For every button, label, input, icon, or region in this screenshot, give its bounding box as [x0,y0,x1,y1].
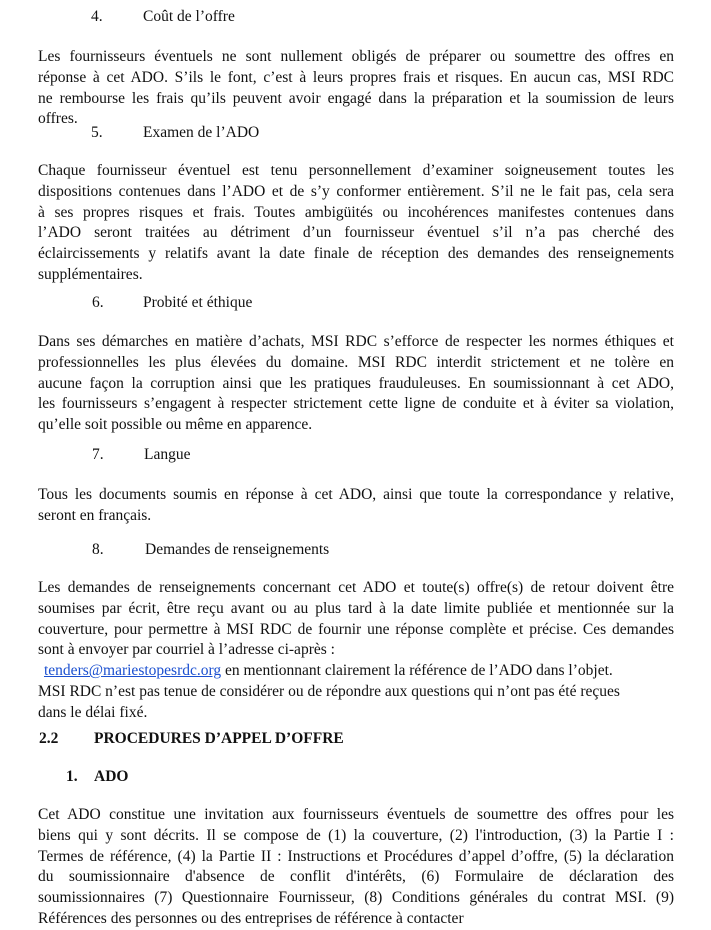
text-line: supplémentaires. [38,265,143,283]
section-number: 2.2 [39,730,59,747]
section-6-paragraph [38,332,674,436]
section-number: 5. [91,124,103,141]
text-line: ne rembourse les frais qu’ils peuvent avoir engagé dans la préparation et la soumission de leurs [38,89,674,107]
section-number: 4. [91,8,103,25]
text-line: Références des personnes ou des entreprises de référence à contacter [38,909,464,927]
text-line: du soumissionnaire d'absence de conflit d'intérêts, (6) Formulaire de déclaration des [38,868,674,886]
text-line: Tous les documents soumis en réponse à cet ADO, ainsi que toute la correspondance y relative, [38,486,674,503]
section-7-paragraph [38,485,674,527]
section-number: 7. [92,446,104,463]
text-line: réponse à cet ADO. S’ils le font, c’est à leurs propres frais et risques. En aucun cas, MSI RDC [38,68,674,86]
text-line: Dans ses démarches en matière d’achats, MSI RDC s’efforce de respecter les normes éthiques et [38,333,674,350]
text-line: sont à envoyer par courriel à l’adresse ci-après : [38,641,335,659]
section-number: 1. [66,768,78,785]
subsection-1-paragraph [38,805,674,930]
section-title: Coût de l’offre [143,8,235,25]
text-line: à ses propres risques et frais. Toutes ambigüités ou incohérences manifestes contenues dans [38,203,674,221]
text-line: aucune façon la corruption ainsi que les pratiques frauduleuses. En soumissionnant à cet ADO, [38,374,674,392]
text-line: seront en français. [38,506,152,524]
email-suffix-text: en mentionnant clairement la référence de l’ADO dans l’objet. [221,662,613,680]
text-line: qu’elle soit possible ou même en apparence. [38,416,313,434]
section-5-paragraph [38,161,674,286]
section-title: ADO [94,768,129,785]
section-title: Demandes de renseignements [145,541,330,558]
text-line: dispositions contenues dans l’ADO et de s’y conformer entièrement. S’il ne le fait pas, cela sera [38,182,674,200]
text-line: l’ADO seront traitées au détriment d’un fournisseur éventuel s’il n’a pas cherché des [38,224,674,242]
text-line: Les fournisseurs éventuels ne sont nullement obligés de préparer ou soumettre des offres en [38,48,674,65]
text-line: MSI RDC n’est pas tenue de considérer ou de répondre aux questions qui n’ont pas été reçues [38,682,620,700]
section-title: Probité et éthique [143,294,253,311]
section-number: 8. [92,541,104,558]
text-line: les fournisseurs s’engagent à respecter strictement cette ligne de conduite et à éviter sa violation, [38,395,674,413]
section-4-paragraph [38,47,674,130]
text-line: soumissionnaires (7) Questionnaire Fournisseur, (8) Conditions générales du contrat MSI. (9) [38,889,674,907]
text-line: Cet ADO constitue une invitation aux fournisseurs éventuels de soumettre des offres pour les [38,806,674,823]
text-line: dans le délai fixé. [38,703,148,721]
text-line: biens qui y sont décrits. Il se compose de (1) la couverture, (2) l'introduction, (3) la Partie I : [38,826,674,844]
text-line: Termes de référence, (4) la Partie II : Instructions et Procédures d’appel d’offre, (5) la déclaration [38,847,674,865]
email-link[interactable]: tenders@mariestopesrdc.org [44,662,222,680]
text-line: professionnelles les plus élevées du domaine. MSI RDC interdit strictement et ne tolère en [38,353,674,371]
section-title: Examen de l’ADO [143,124,260,141]
section-title: Langue [144,446,191,463]
text-line: Les demandes de renseignements concernant cet ADO et toute(s) offre(s) de retour doivent être [38,579,674,596]
section-number: 6. [92,294,104,311]
text-line: couverture, pour permettre à MSI RDC de fournir une réponse complète et précise. Ces demandes [38,620,674,638]
section-title: PROCEDURES D’APPEL D’OFFRE [94,730,344,747]
section-8-paragraph [38,578,674,724]
text-line: soumises par écrit, être reçu avant ou au plus tard à la date limite publiée et mentionnée sur la [38,599,674,617]
text-line: Chaque fournisseur éventuel est tenu personnellement d’examiner soigneusement toutes les [38,162,674,179]
text-line: éclaircissements y relatifs avant la date finale de réception des demandes des renseignements [38,245,674,263]
text-line: offres. [38,110,78,128]
text-line [38,661,674,682]
